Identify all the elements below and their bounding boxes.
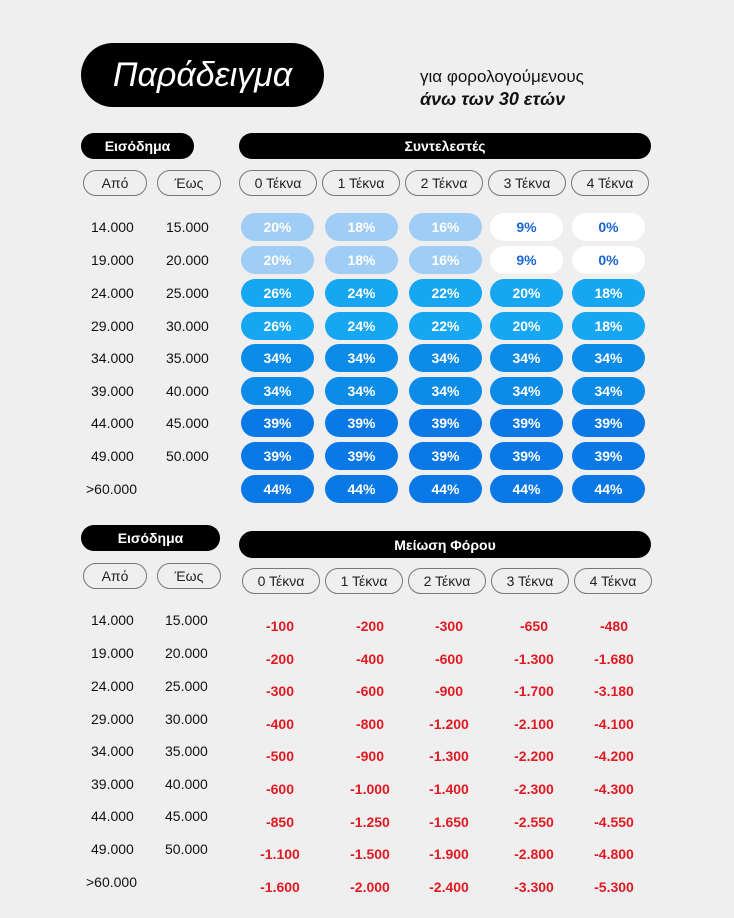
rate-pill: 20% (241, 246, 314, 274)
income-from: 24.000 (91, 285, 134, 301)
rate-pill: 44% (490, 475, 563, 503)
from-header-2: Από (83, 563, 147, 589)
rate-pill: 34% (325, 377, 398, 405)
tax-reduction-value: -800 (355, 716, 385, 732)
children-header-2-0: 0 Τέκνα (242, 568, 320, 594)
rate-pill: 34% (572, 377, 645, 405)
rate-pill: 20% (490, 312, 563, 340)
tax-reduction-value: -300 (434, 618, 464, 634)
tax-reduction-value: -4.200 (594, 748, 634, 764)
rate-pill: 16% (409, 246, 482, 274)
tax-reduction-value: -1.650 (429, 814, 469, 830)
rate-pill: 24% (325, 279, 398, 307)
income-to: 15.000 (165, 612, 208, 628)
income-from: 34.000 (91, 743, 134, 759)
subtitle-line-1: για φορολογούμενους (420, 67, 584, 86)
children-header-2-4: 4 Τέκνα (574, 568, 652, 594)
rate-pill: 26% (241, 312, 314, 340)
tax-reduction-value: -200 (355, 618, 385, 634)
tax-reduction-value: -200 (265, 651, 295, 667)
children-header-1: 1 Τέκνα (322, 170, 400, 196)
income-from: 49.000 (91, 448, 134, 464)
income-from: 14.000 (91, 612, 134, 628)
rate-pill: 0% (572, 213, 645, 241)
tax-reduction-value: -100 (265, 618, 295, 634)
rate-pill: 18% (325, 246, 398, 274)
children-header-2: 2 Τέκνα (405, 170, 483, 196)
income-from: 24.000 (91, 678, 134, 694)
income-to: 35.000 (165, 743, 208, 759)
tax-reduction-value: -1.250 (350, 814, 390, 830)
tax-reduction-value: -600 (265, 781, 295, 797)
income-to: 25.000 (166, 285, 209, 301)
rate-pill: 34% (241, 377, 314, 405)
tax-reduction-value: -1.300 (429, 748, 469, 764)
rate-pill: 44% (325, 475, 398, 503)
rate-pill: 39% (325, 409, 398, 437)
to-header: Έως (157, 170, 221, 196)
income-to: 20.000 (165, 645, 208, 661)
income-to: 40.000 (165, 776, 208, 792)
tax-reduction-value: -1.500 (350, 846, 390, 862)
rate-pill: 34% (241, 344, 314, 372)
tax-reduction-value: -2.800 (514, 846, 554, 862)
tax-reduction-value: -1.000 (350, 781, 390, 797)
children-header-2-3: 3 Τέκνα (491, 568, 569, 594)
tax-reduction-value: -1.700 (514, 683, 554, 699)
tax-reduction-value: -600 (355, 683, 385, 699)
income-from: >60.000 (86, 874, 137, 890)
income-to: 30.000 (165, 711, 208, 727)
tax-reduction-value: -650 (519, 618, 549, 634)
rate-pill: 34% (409, 344, 482, 372)
income-from: 39.000 (91, 776, 134, 792)
rate-pill: 9% (490, 246, 563, 274)
tax-reduction-value: -500 (265, 748, 295, 764)
income-to: 50.000 (165, 841, 208, 857)
rate-pill: 16% (409, 213, 482, 241)
tax-reduction-value: -3.180 (594, 683, 634, 699)
rate-pill: 22% (409, 312, 482, 340)
rate-pill: 44% (572, 475, 645, 503)
reduction-header: Μείωση Φόρου (239, 531, 651, 558)
income-from: 39.000 (91, 383, 134, 399)
income-to: 30.000 (166, 318, 209, 334)
tax-reduction-value: -900 (355, 748, 385, 764)
rate-pill: 34% (572, 344, 645, 372)
rate-pill: 20% (490, 279, 563, 307)
tax-reduction-value: -2.550 (514, 814, 554, 830)
income-from: 34.000 (91, 350, 134, 366)
tax-reduction-value: -4.550 (594, 814, 634, 830)
income-from: 49.000 (91, 841, 134, 857)
income-from: >60.000 (86, 481, 137, 497)
income-to: 45.000 (166, 415, 209, 431)
tax-reduction-value: -1.900 (429, 846, 469, 862)
income-from: 19.000 (91, 252, 134, 268)
income-from: 44.000 (91, 415, 134, 431)
income-to: 45.000 (165, 808, 208, 824)
rate-pill: 22% (409, 279, 482, 307)
rate-pill: 24% (325, 312, 398, 340)
rate-pill: 39% (241, 442, 314, 470)
income-to: 25.000 (165, 678, 208, 694)
children-header-2-2: 2 Τέκνα (408, 568, 486, 594)
income-to: 40.000 (166, 383, 209, 399)
tax-reduction-value: -2.400 (429, 879, 469, 895)
tax-reduction-value: -600 (434, 651, 464, 667)
tax-reduction-value: -1.680 (594, 651, 634, 667)
rate-pill: 34% (490, 344, 563, 372)
subtitle (420, 66, 584, 110)
rate-pill: 34% (325, 344, 398, 372)
tax-reduction-value: -1.600 (260, 879, 300, 895)
page-title: Παράδειγμα (81, 43, 324, 107)
income-from: 44.000 (91, 808, 134, 824)
children-header-4: 4 Τέκνα (571, 170, 649, 196)
rate-pill: 39% (409, 442, 482, 470)
rate-pill: 34% (490, 377, 563, 405)
rate-pill: 39% (572, 442, 645, 470)
income-from: 14.000 (91, 219, 134, 235)
rate-pill: 18% (325, 213, 398, 241)
tax-reduction-value: -5.300 (594, 879, 634, 895)
children-header-2-1: 1 Τέκνα (325, 568, 403, 594)
rate-pill: 9% (490, 213, 563, 241)
tax-reduction-value: -400 (355, 651, 385, 667)
rates-header: Συντελεστές (239, 133, 651, 159)
rate-pill: 34% (409, 377, 482, 405)
rate-pill: 18% (572, 279, 645, 307)
rate-pill: 44% (241, 475, 314, 503)
rate-pill: 26% (241, 279, 314, 307)
tax-reduction-value: -4.100 (594, 716, 634, 732)
tax-reduction-value: -480 (599, 618, 629, 634)
income-to: 50.000 (166, 448, 209, 464)
children-header-3: 3 Τέκνα (488, 170, 566, 196)
income-header: Εισόδημα (81, 133, 194, 159)
children-header-0: 0 Τέκνα (239, 170, 317, 196)
rate-pill: 39% (572, 409, 645, 437)
tax-reduction-value: -2.300 (514, 781, 554, 797)
income-to: 20.000 (166, 252, 209, 268)
from-header: Από (83, 170, 147, 196)
rate-pill: 39% (490, 409, 563, 437)
tax-reduction-value: -300 (265, 683, 295, 699)
tax-reduction-value: -2.200 (514, 748, 554, 764)
rate-pill: 18% (572, 312, 645, 340)
income-to: 35.000 (166, 350, 209, 366)
rate-pill: 0% (572, 246, 645, 274)
rate-pill: 39% (325, 442, 398, 470)
income-header-2: Εισόδημα (81, 525, 220, 551)
tax-reduction-value: -1.300 (514, 651, 554, 667)
income-to: 15.000 (166, 219, 209, 235)
tax-reduction-value: -900 (434, 683, 464, 699)
rate-pill: 20% (241, 213, 314, 241)
rate-pill: 39% (241, 409, 314, 437)
rate-pill: 39% (490, 442, 563, 470)
tax-reduction-value: -4.300 (594, 781, 634, 797)
tax-reduction-value: -2.100 (514, 716, 554, 732)
tax-reduction-value: -400 (265, 716, 295, 732)
tax-reduction-value: -3.300 (514, 879, 554, 895)
rate-pill: 44% (409, 475, 482, 503)
tax-reduction-value: -850 (265, 814, 295, 830)
tax-reduction-value: -2.000 (350, 879, 390, 895)
subtitle-line-2: άνω των 30 ετών (420, 89, 566, 109)
income-from: 29.000 (91, 711, 134, 727)
tax-reduction-value: -1.100 (260, 846, 300, 862)
tax-reduction-value: -1.400 (429, 781, 469, 797)
rate-pill: 39% (409, 409, 482, 437)
income-from: 19.000 (91, 645, 134, 661)
tax-reduction-value: -4.800 (594, 846, 634, 862)
tax-reduction-value: -1.200 (429, 716, 469, 732)
to-header-2: Έως (157, 563, 221, 589)
income-from: 29.000 (91, 318, 134, 334)
